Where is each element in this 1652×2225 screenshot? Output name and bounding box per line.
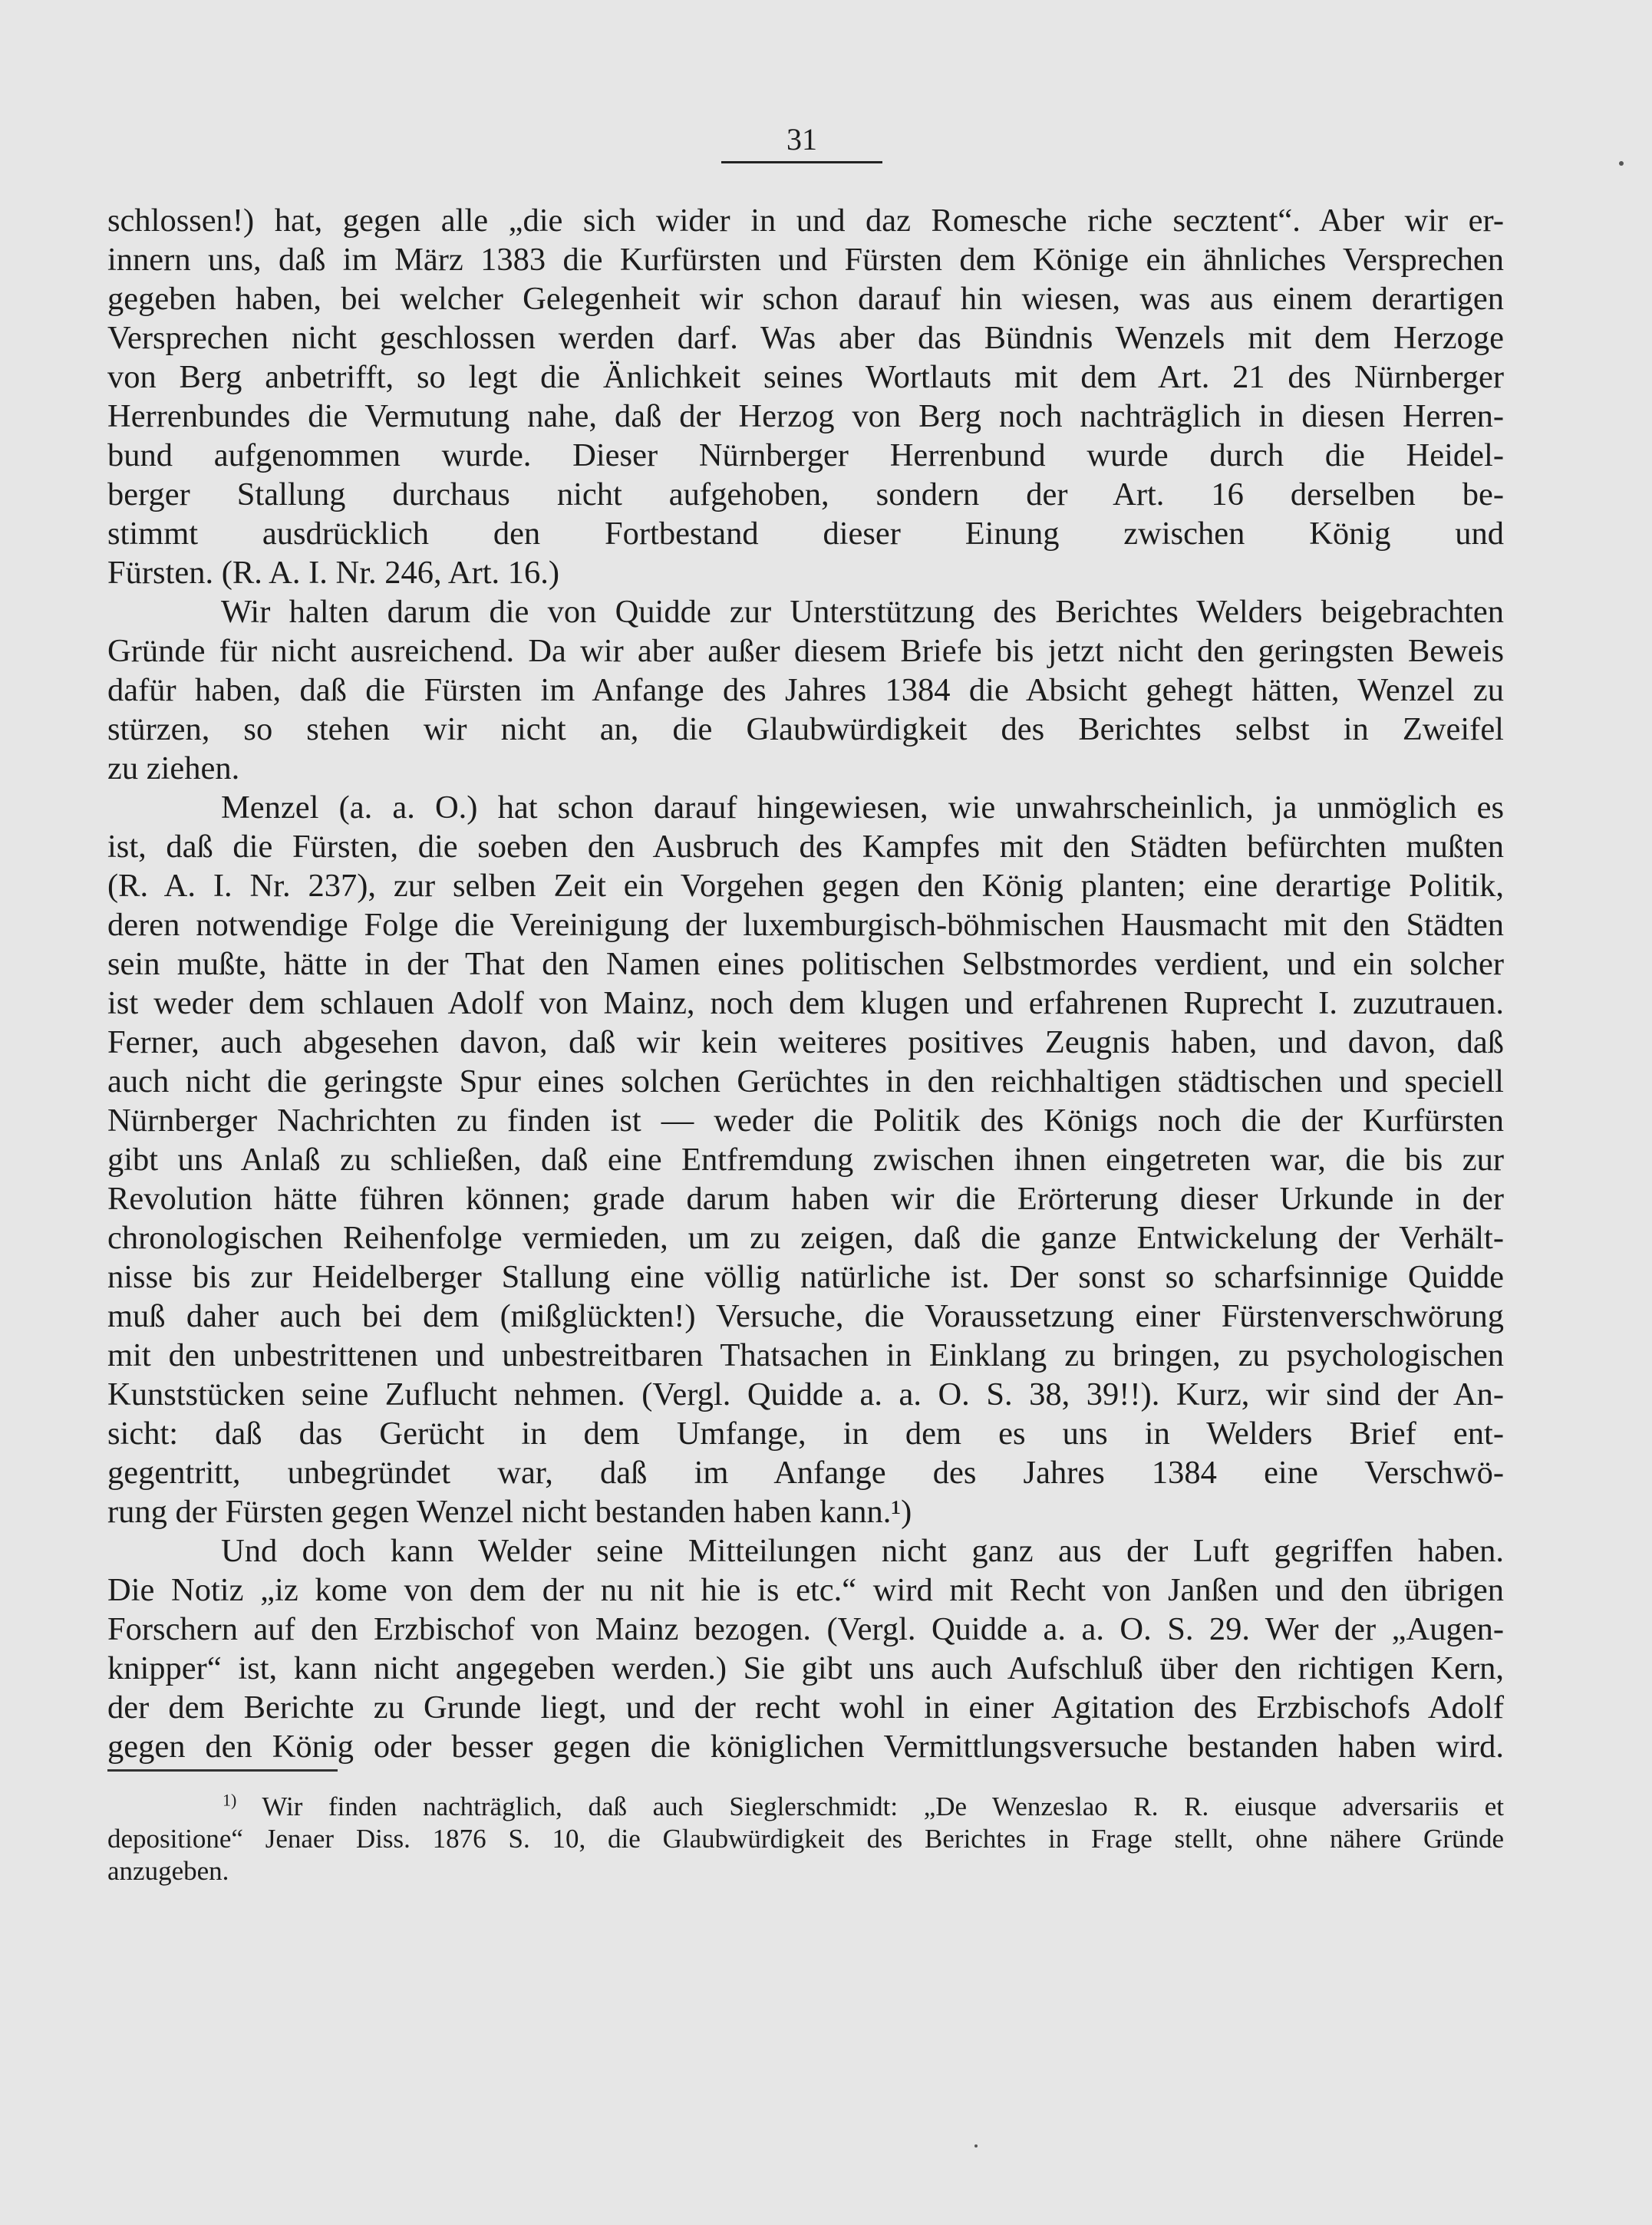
footnote-text: Wir finden nachträglich, daß auch Sieglerschmidt: „De Wenzeslao R. R. eiusque adversariis et: [262, 1792, 1504, 1821]
scan-speck: [1619, 161, 1624, 166]
text-line: gegentritt, unbegründet war, daß im Anfange des Jahres 1384 eine Verschwö-: [107, 1455, 1504, 1491]
text-line: mit den unbestrittenen und unbestreitbaren Thatsachen in Einklang zu bringen, zu psychologischen: [107, 1337, 1504, 1373]
text-line: innern uns, daß im März 1383 die Kurfürsten und Fürsten dem Könige ein ähnliches Versprechen: [107, 242, 1504, 278]
text-line: auch nicht die geringste Spur eines solchen Gerüchtes in den reichhaltigen städtischen und speciell: [107, 1063, 1504, 1099]
text-line: sicht: daß das Gerücht in dem Umfange, in dem es uns in Welders Brief ent-: [107, 1416, 1504, 1452]
scan-speck: [974, 2144, 978, 2148]
text-line: ist weder dem schlauen Adolf von Mainz, noch dem klugen und erfahrenen Ruprecht I. zuzutrauen.: [107, 985, 1504, 1021]
text-line: zu ziehen.: [107, 750, 240, 786]
text-line: der dem Berichte zu Grunde liegt, und der recht wohl in einer Agitation des Erzbischofs Adolf: [107, 1689, 1504, 1726]
text-line: Kunststücken seine Zuflucht nehmen. (Vergl. Quidde a. a. O. S. 38, 39!!). Kurz, wir sind der An-: [107, 1376, 1504, 1412]
text-line: sein mußte, hätte in der That den Namen eines politischen Selbstmordes verdient, und ein solcher: [107, 946, 1504, 982]
paragraph-start-line: Wir halten darum die von Quidde zur Unterstützung des Berichtes Welders beigebrachten: [221, 594, 1504, 630]
text-line: stimmt ausdrücklich den Fortbestand dieser Einung zwischen König und: [107, 516, 1504, 552]
text-line: bund aufgenommen wurde. Dieser Nürnberger Herrenbund wurde durch die Heidel-: [107, 437, 1504, 473]
page-number: 31: [786, 122, 817, 157]
text-line: nisse bis zur Heidelberger Stallung eine völlig natürliche ist. Der sonst so scharfsinnige Quidde: [107, 1259, 1504, 1295]
footnote-rule: [107, 1769, 338, 1772]
text-line: ist, daß die Fürsten, die soeben den Ausbruch des Kampfes mit den Städten befürchten mußten: [107, 829, 1504, 865]
text-line: Herrenbundes die Vermutung nahe, daß der Herzog von Berg noch nachträglich in diesen Herren-: [107, 398, 1504, 434]
body-text: [107, 201, 1504, 1766]
footnote-line: depositione“ Jenaer Diss. 1876 S. 10, die Glaubwürdigkeit des Berichtes in Frage stellt, ohne nähere Gründe: [107, 1824, 1504, 1854]
text-line: Gründe für nicht ausreichend. Da wir aber außer diesem Briefe bis jetzt nicht den geringsten Beweis: [107, 633, 1504, 669]
text-line: dafür haben, daß die Fürsten im Anfange des Jahres 1384 die Absicht gehegt hätten, Wenzel zu: [107, 672, 1504, 708]
text-line: knipper“ ist, kann nicht angegeben werden.) Sie gibt uns auch Aufschluß über den richtigen Kern,: [107, 1650, 1504, 1686]
text-line: gibt uns Anlaß zu schließen, daß eine Entfremdung zwischen ihnen eingetreten war, die bis zur: [107, 1142, 1504, 1178]
text-line: gegeben haben, bei welcher Gelegenheit wir schon darauf hin wiesen, was aus einem derartigen: [107, 281, 1504, 317]
text-line: deren notwendige Folge die Vereinigung der luxemburgisch-böhmischen Hausmacht mit den Städten: [107, 907, 1504, 943]
text-line: Ferner, auch abgesehen davon, daß wir kein weiteres positives Zeugnis haben, und davon, daß: [107, 1024, 1504, 1060]
footnote-line: anzugeben.: [107, 1856, 229, 1886]
text-line: Versprechen nicht geschlossen werden darf. Was aber das Bündnis Wenzels mit dem Herzoge: [107, 320, 1504, 356]
text-line: rung der Fürsten gegen Wenzel nicht bestanden haben kann.¹): [107, 1494, 912, 1530]
paragraph-start-line: Menzel (a. a. O.) hat schon darauf hingewiesen, wie unwahrscheinlich, ja unmöglich es: [221, 789, 1504, 826]
text-line: stürzen, so stehen wir nicht an, die Glaubwürdigkeit des Berichtes selbst in Zweifel: [107, 711, 1504, 747]
page-number-rule: [721, 161, 882, 163]
text-line: Revolution hätte führen können; grade darum haben wir die Erörterung dieser Urkunde in der: [107, 1181, 1504, 1217]
text-line: berger Stallung durchaus nicht aufgehoben, sondern der Art. 16 derselben be-: [107, 476, 1504, 513]
footnote-line: [107, 1791, 1504, 1823]
text-line: von Berg anbetrifft, so legt die Änlichkeit seines Wortlauts mit dem Art. 21 des Nürnberger: [107, 359, 1504, 395]
footnote: [107, 1791, 1504, 1887]
text-line: Nürnberger Nachrichten zu finden ist — weder die Politik des Königs noch die der Kurfürsten: [107, 1103, 1504, 1139]
paragraph-start-line: Und doch kann Welder seine Mitteilungen nicht ganz aus der Luft gegriffen haben.: [221, 1533, 1504, 1569]
text-line: Fürsten. (R. A. I. Nr. 246, Art. 16.): [107, 555, 560, 591]
text-line: Forschern auf den Erzbischof von Mainz bezogen. (Vergl. Quidde a. a. O. S. 29. Wer der „Augen-: [107, 1611, 1504, 1647]
text-line: schlossen!) hat, gegen alle „die sich wider in und daz Romesche riche secztent“. Aber wir er-: [107, 203, 1504, 239]
text-line: Die Notiz „iz kome von dem der nu nit hie is etc.“ wird mit Recht von Janßen und den übrigen: [107, 1572, 1504, 1608]
text-line: muß daher auch bei dem (mißglückten!) Versuche, die Voraussetzung einer Fürstenverschwörung: [107, 1298, 1504, 1334]
footnote-marker: 1): [223, 1790, 237, 1810]
text-line: gegen den König oder besser gegen die königlichen Vermittlungsversuche bestanden haben wird.: [107, 1729, 1504, 1765]
text-line: chronologischen Reihenfolge vermieden, um zu zeigen, daß die ganze Entwickelung der Verhält-: [107, 1220, 1504, 1256]
text-line: (R. A. I. Nr. 237), zur selben Zeit ein Vorgehen gegen den König planten; eine derartige Politik,: [107, 868, 1504, 904]
